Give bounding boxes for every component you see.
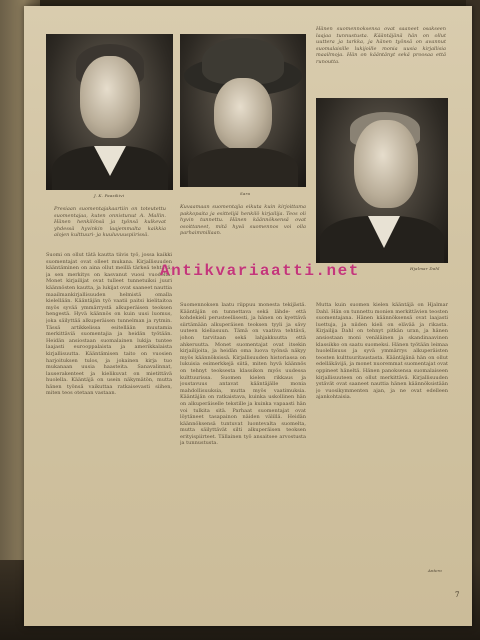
- watermark-text: Antikvariaatti.net: [160, 262, 360, 280]
- text-column-right: Mutta kuin suomen kielen kääntäjä on Hjalmar Dahl. Hän on tunnettu monien merkittävien teosten suomentajana. Hänen käännöksensä ovat laajasti luettuja, ja niiden kieli on elävää ja rikasta. Kirjailija Dahl on tehnyt pitkän uran, ja hänen ansiostaan moni venäläinen ja skandinaavinen klassikko on saatu suomeksi. Hänen työtään leimaa huolellisuus ja syvä ymmärrys alkuperäisten teosten kulttuuritaustasta. Kääntäjänä hän on ollut edelläkävijä, ja monet nuoremmat suomentajat ovat oppineet häneltä. Hänen panoksensa suomalaiseen kirjallisuuteen on ollut merkittävä. Kirjallisuuden ystävät ovat saaneet nauttia hänen käännöksistään jo vuosikymmenten ajan, ja ne ovat edelleen ajankohtaisia.: [316, 302, 448, 401]
- photo-caption-left: J. K. Paasikivi: [94, 193, 125, 198]
- text-middle-intro: Kuvaamaan suomentajia eikuta kuin kirjoittama pakkopaita ja esittelijä henkilö kirjailija. Teos oli hyvin tunnettu. Hänen käännöksensä ovat osoittaneet, mitä hyvä suomennos voi olla parhaimmillaan.: [180, 204, 306, 237]
- author-signature: Antero: [428, 568, 442, 573]
- portrait-photo-right: [316, 98, 448, 263]
- text-column-left: Suomi on ollut tätä kautta tiivis työ, jossa kaikki suomentajat ovat olleet mukana. Kirjallisuuden kääntäminen on aina ollut meillä tärkeä tehtävä, ja sen merkitys on kasvanut vuosi vuodelta. Monet kirjailijat ovat tulleet tunnetuiksi juuri käännösten kautta, ja lukijat ovat saaneet nauttia maailmankirjallisuuden helmistä omalla kielellään. Kääntäjän työ vaatii paitsi kielitaitoa myös syvää ymmärrystä alkuperäisen teoksen hengestä. Hyvä käännös on kuin uusi luomus, joka säilyttää alkuperäisen tunnelman ja rytmin. Tässä artikkelissa esitellään muutamia merkittäviä suomentajia ja heidän työtään. Heidän ansiostaan suomalainen lukija tuntee laajasti eurooppalaista ja amerikkalaista kirjallisuutta. Kääntämisen taito on vuosien harjoituksen tulos, ja jokainen kirja tuo mukanaan uusia haasteita. Sanavalinnat, lauserakenteet ja kielikuvat on mietittävä huolella. Kääntäjä on usein näkymätön, mutta hänen työnsä vaikuttaa ratkaisevasti siihen, miten teos otetaan vastaan.: [46, 252, 172, 397]
- portrait-photo-left: [46, 34, 173, 190]
- photo-caption-right: Hjalmar Dahl: [410, 266, 440, 271]
- text-column-middle: Suomennoksen laatu riippuu monesta tekijästä. Kääntäjän on tunnettava sekä lähde- että kohdekieli perusteellisesti, ja hänen on kyettävä siirtämään alkuperäisen teoksen tyyli ja sävy uuteen kieliasuun. Tämä on vaativa tehtävä, johon tarvitaan sekä lahjakkuutta että ahkeruutta. Monet suomentajat ovat itsekin kirjailijoita, ja heidän oma luova työnsä näkyy myös käännöksissä. Kirjallisuuden historiassa on lukuisia esimerkkejä siitä, miten hyvä käännös on tehnyt teoksesta klassikon myös uudessa kulttuurissa. Suomen kielen rikkaus ja joustavuus antavat kääntäjälle monia mahdollisuuksia, mutta myös vaatimuksia. Kääntäjän on ratkaistava, kuinka uskollinen hän on alkuperäiselle tekstille ja kuinka vapaasti hän voi tulkita sitä. Parhaat suomentajat ovat löytäneet tasapainon näiden välillä. Heidän käännöksensä tuntuvat luontevalta suomelta, mutta säilyttävät silti alkuperäisen teoksen erityispiirteet. Tällainen työ ansaitsee arvostusta ja tunnustusta.: [180, 302, 306, 447]
- photo-caption-middle: Sara: [240, 191, 251, 196]
- text-left-intro: Presiaan suomentajakaartiin on toteutettu suomentajaa, kuten onnistunut A. Mallin. Hänen henkilönsä ja työnsä kulkevat yhdessä hyvinkin laajemmalta kaikkia alojen kulttuuri- ja kuuluvuuspiirissä.: [54, 206, 166, 239]
- portrait-photo-middle: [180, 34, 306, 187]
- magazine-page: [24, 6, 472, 626]
- page-number: 7: [455, 591, 460, 599]
- text-column-right-top: Hänen suomennoksensa ovat saaneet osakseen laajaa tunnustusta. Kääntäjänä hän on ollut uuttera ja tarkka, ja hänen työnsä on avannut suomalaisille lukijoille monia uusia kirjallisia maailmoja. Hän on kääntänyt sekä proosaa että runoutta.: [316, 26, 446, 65]
